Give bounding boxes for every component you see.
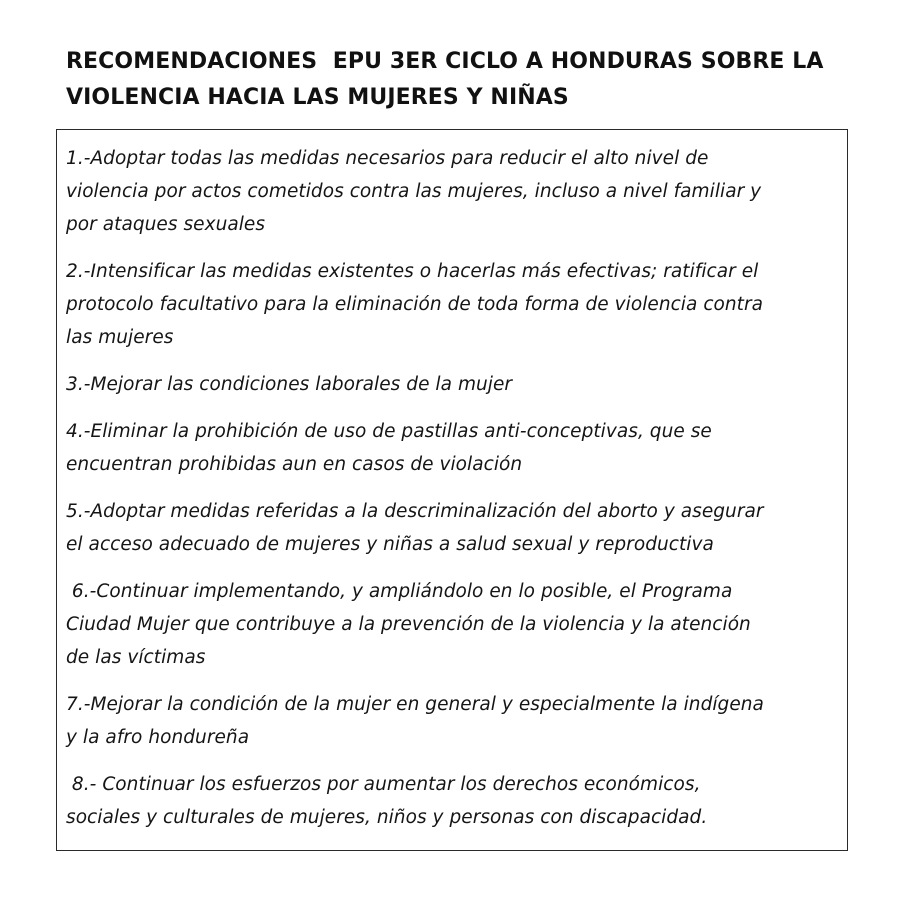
recommendation-line: violencia por actos cometidos contra las mujeres, incluso a nivel familiar y (66, 181, 762, 202)
document-title-line: RECOMENDACIONES EPU 3ER CICLO A HONDURAS SOBRE LA (66, 49, 824, 74)
recommendation-line: 6.-Continuar implementando, y ampliándolo en lo posible, el Programa (66, 581, 733, 602)
recommendation-line: 5.-Adoptar medidas referidas a la descriminalización del aborto y asegurar (66, 501, 764, 522)
document-title-line: VIOLENCIA HACIA LAS MUJERES Y NIÑAS (66, 85, 569, 110)
recommendations-box (56, 129, 848, 851)
recommendation-item-8 (66, 768, 837, 834)
recommendation-line: protocolo facultativo para la eliminación de toda forma de violencia contra (66, 294, 764, 315)
recommendation-line: Ciudad Mujer que contribuye a la prevención de la violencia y la atención (66, 614, 751, 635)
recommendation-line: 1.-Adoptar todas las medidas necesarios para reducir el alto nivel de (66, 148, 709, 169)
recommendation-item-1 (66, 142, 837, 241)
recommendation-line: las mujeres (66, 327, 174, 348)
recommendation-item-5 (66, 495, 837, 561)
recommendation-line: de las víctimas (66, 647, 206, 668)
recommendation-line: 2.-Intensificar las medidas existentes o hacerlas más efectivas; ratificar el (66, 261, 759, 282)
recommendation-line: sociales y culturales de mujeres, niños y personas con discapacidad. (66, 807, 708, 828)
recommendation-line: por ataques sexuales (66, 214, 266, 235)
recommendation-line: 4.-Eliminar la prohibición de uso de pastillas anti-conceptivas, que se (66, 421, 712, 442)
recommendation-line: 8.- Continuar los esfuerzos por aumentar los derechos económicos, (66, 774, 701, 795)
recommendation-item-2 (66, 255, 837, 354)
recommendation-item-7 (66, 688, 837, 754)
recommendation-item-6 (66, 575, 837, 674)
recommendation-line: encuentran prohibidas aun en casos de violación (66, 454, 523, 475)
recommendation-line: 7.-Mejorar la condición de la mujer en general y especialmente la indígena (66, 694, 764, 715)
document-title (66, 44, 866, 116)
recommendation-line: 3.-Mejorar las condiciones laborales de la mujer (66, 374, 513, 395)
recommendation-item-3 (66, 368, 837, 401)
recommendation-line: el acceso adecuado de mujeres y niñas a salud sexual y reproductiva (66, 534, 714, 555)
recommendation-item-4 (66, 415, 837, 481)
recommendation-line: y la afro hondureña (66, 727, 250, 748)
